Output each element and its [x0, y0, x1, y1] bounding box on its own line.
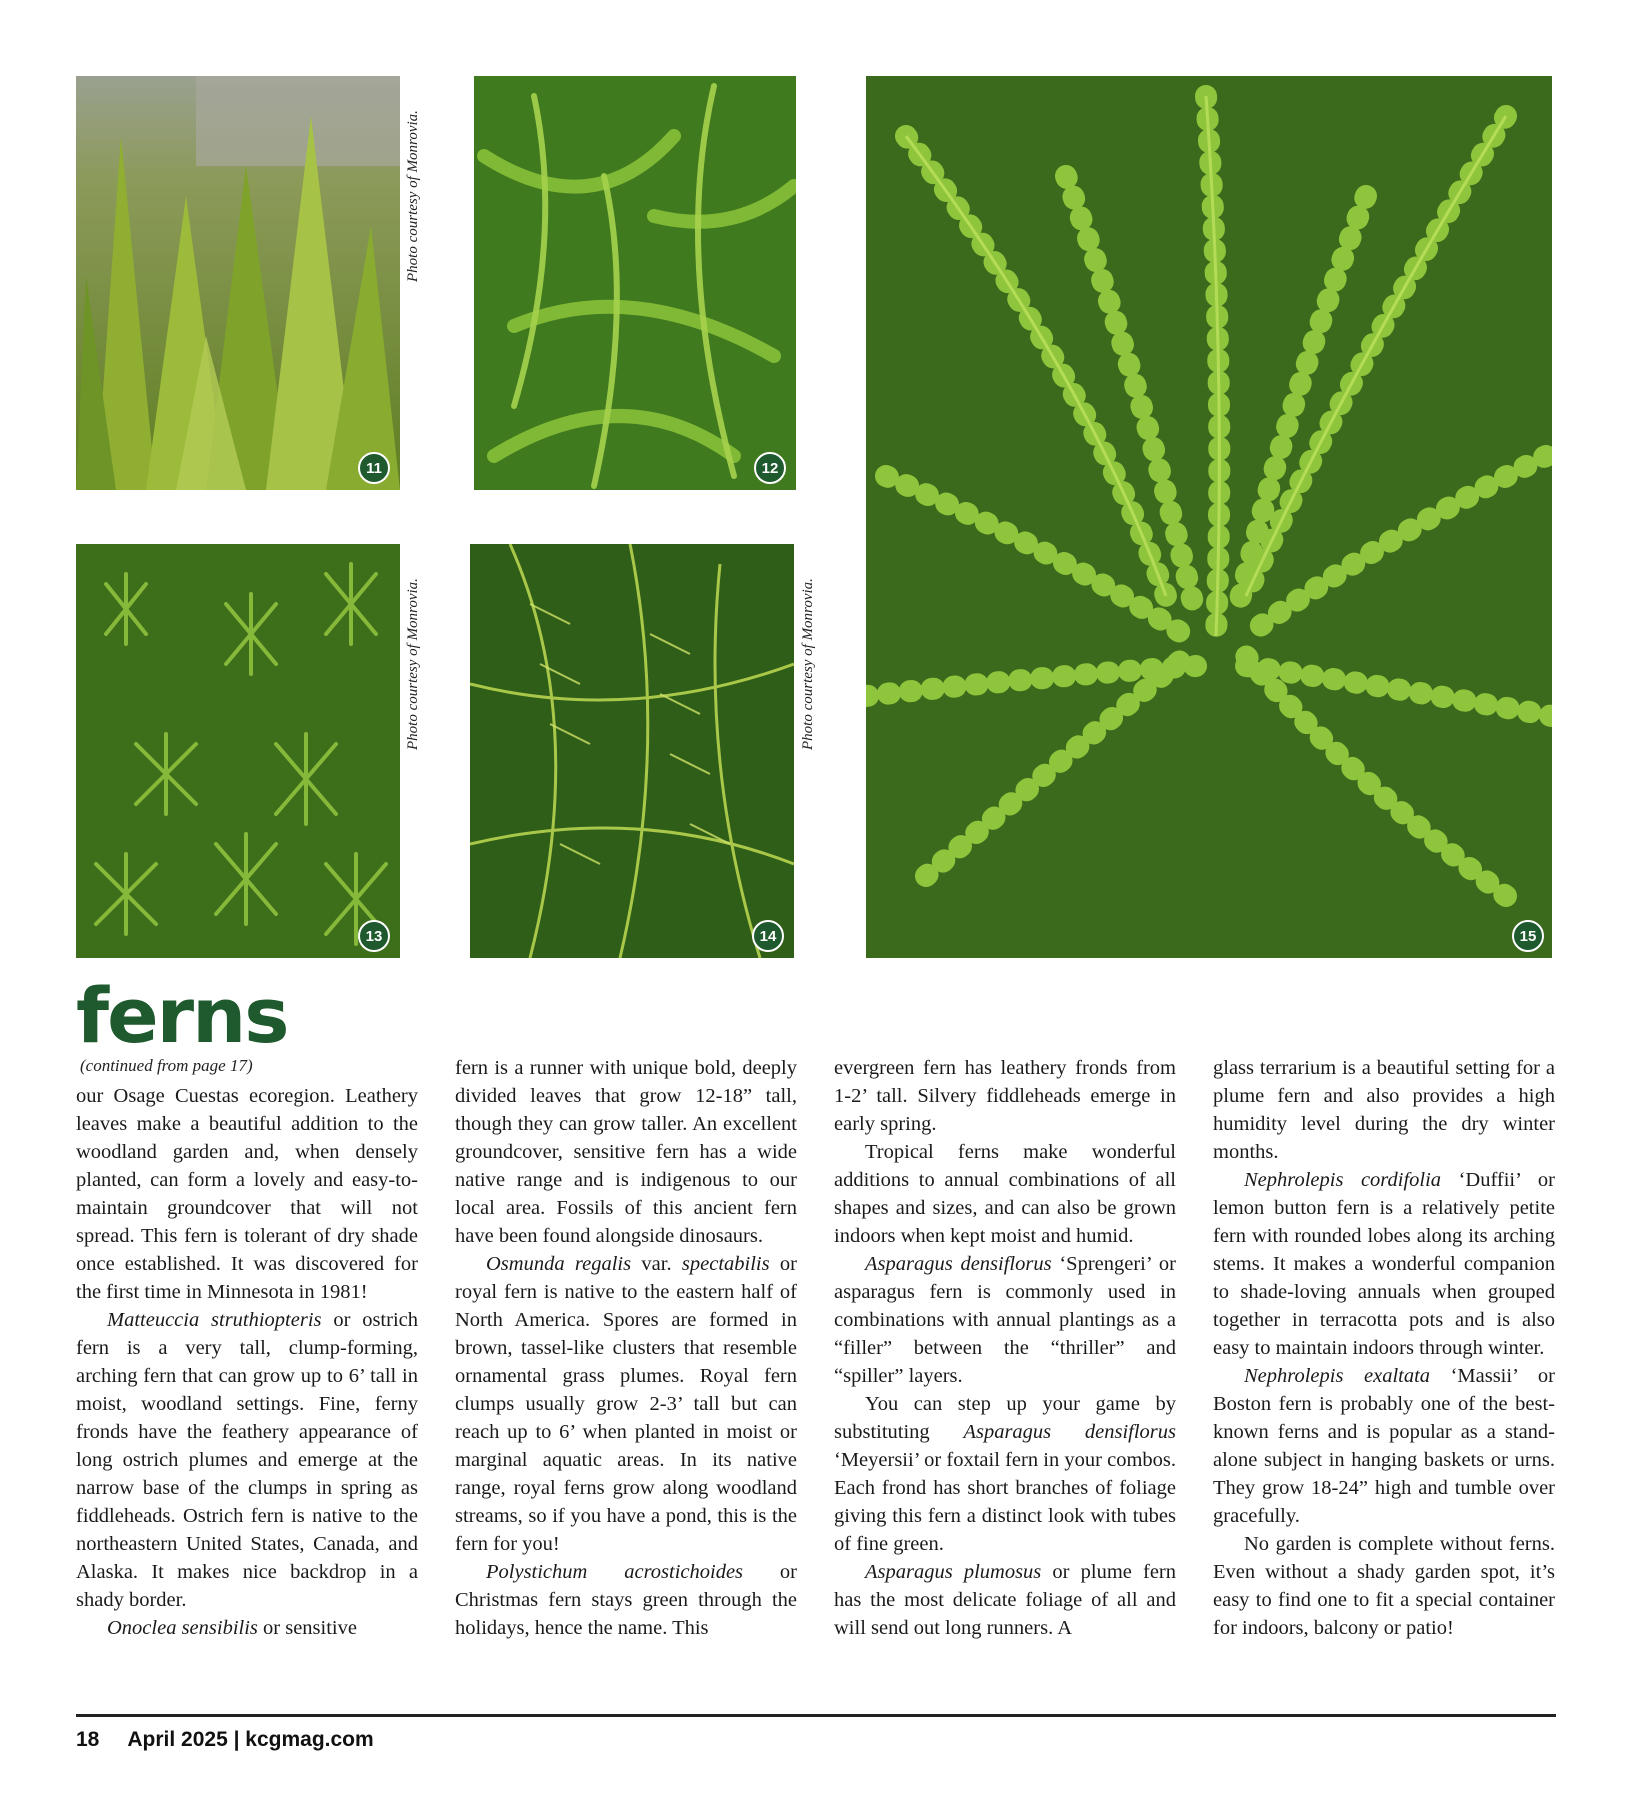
paragraph — [76, 1306, 418, 1614]
article-column-2 — [455, 1054, 797, 1642]
paragraph — [834, 1390, 1176, 1558]
fern-photo-image — [76, 76, 400, 490]
photo-14-plume-fern — [470, 544, 794, 958]
photo-11-foxtail-fern — [76, 76, 400, 490]
plant-name: Asparagus densiflorus — [963, 1421, 1177, 1443]
footer-issue-site: April 2025 | kcgmag.com — [127, 1728, 374, 1751]
paragraph-text: or sensitive — [257, 1617, 357, 1639]
photo-credit: Photo courtesy of Monrovia. — [405, 110, 421, 282]
page-footer — [76, 1728, 374, 1752]
paragraph-text: or plume fern has the most delicate foliage of all and will send out long runners. A — [834, 1561, 1176, 1639]
plant-name: Asparagus densiflorus — [865, 1253, 1052, 1275]
photo-15-lemon-button-fern — [866, 76, 1552, 958]
photo-number-badge: 13 — [358, 920, 390, 952]
photo-number-badge: 11 — [358, 452, 390, 484]
plant-name: Nephrolepis cordifolia — [1244, 1169, 1442, 1191]
paragraph-text: or royal fern is native to the eastern half of North America. Spores are formed in brown, tassel-like clusters that resemble ornamental grass plumes. Royal fern clumps usually grow 2-3’ tall but can reach up to 6’ when planted in moist or marginal aquatic areas. In its native range, royal ferns grow along woodland streams, so if you have a pond, this is the fern for you! — [455, 1253, 797, 1555]
photo-12-fern — [474, 76, 796, 490]
paragraph — [455, 1558, 797, 1642]
footer-divider — [76, 1714, 1556, 1717]
photo-number-badge: 14 — [752, 920, 784, 952]
continued-from-note: (continued from page 17) — [80, 1056, 253, 1075]
paragraph — [455, 1250, 797, 1558]
plant-name: Osmunda regalis — [486, 1253, 632, 1275]
paragraph-text: var. — [631, 1253, 682, 1275]
paragraph-text: ‘Meyersii’ or foxtail fern in your combos. Each frond has short branches of foliage giving this fern a distinct look with tubes of fine green. — [834, 1449, 1176, 1555]
photo-number-badge: 12 — [754, 452, 786, 484]
fern-photo-image — [474, 76, 796, 490]
paragraph-text: ‘Duffii’ or lemon button fern is a relatively petite fern with rounded lobes along its arching stems. It makes a wonderful companion to shade-loving annuals when grouped together in terracotta pots and is also easy to maintain indoors through winter. — [1213, 1169, 1555, 1359]
paragraph — [834, 1250, 1176, 1390]
article-column-1 — [76, 1082, 418, 1642]
paragraph — [76, 1614, 418, 1642]
plant-name: Nephrolepis exaltata — [1244, 1365, 1431, 1387]
paragraph-text: or Christmas fern stays green through the holidays, hence the name. This — [455, 1561, 797, 1639]
paragraph — [1213, 1362, 1555, 1530]
paragraph — [1213, 1166, 1555, 1362]
paragraph: fern is a runner with unique bold, deeply divided leaves that grow 12-18” tall, though they can grow taller. An excellent groundcover, sensitive fern has a wide native range and is indigenous to our local area. Fossils of this ancient fern have been found alongside dinosaurs. — [455, 1057, 797, 1247]
plant-name: Matteuccia struthiopteris — [107, 1309, 322, 1331]
paragraph-text: You can step up your game by substituting — [834, 1393, 1176, 1443]
plant-name: Polystichum acrostichoides — [486, 1561, 744, 1583]
paragraph: No garden is complete without ferns. Even without a shady garden spot, it’s easy to find one to fit a special container for indoors, balcony or patio! — [1213, 1533, 1555, 1639]
paragraph-text: ‘Sprengeri’ or asparagus fern is commonly used in combinations with annual plantings as a “filler” between the “thriller” and “spiller” layers. — [834, 1253, 1177, 1387]
paragraph: glass terrarium is a beautiful setting for a plume fern and also provides a high humidity level during the dry winter months. — [1213, 1057, 1555, 1163]
paragraph-text: or ostrich fern is a very tall, clump-forming, arching fern that can grow up to 6’ tall in moist, woodland settings. Fine, ferny fronds have the feathery appearance of long ostrich plumes and emerge at the narrow base of the clumps in spring as fiddleheads. Ostrich fern is native to the northeastern United States, Canada, and Alaska. It makes nice backdrop in a shady border. — [76, 1309, 419, 1611]
paragraph — [834, 1558, 1176, 1642]
paragraph-text: ‘Massii’ or Boston fern is probably one of the best-known ferns and is popular as a stand-alone subject in hanging baskets or urns. They grow 18-24” high and tumble over gracefully. — [1213, 1365, 1555, 1527]
fern-photo-image — [866, 76, 1552, 958]
plant-name: Asparagus plumosus — [865, 1561, 1042, 1583]
photo-credit: Photo courtesy of Monrovia. — [405, 578, 421, 750]
plant-name: Onoclea sensibilis — [107, 1617, 258, 1639]
photo-13-asparagus-fern — [76, 544, 400, 958]
plant-variety: spectabilis — [681, 1253, 770, 1275]
article-column-3 — [834, 1054, 1176, 1642]
fern-photo-image — [470, 544, 794, 958]
fern-photo-image — [76, 544, 400, 958]
paragraph: evergreen fern has leathery fronds from 1-2’ tall. Silvery fiddleheads emerge in early spring. — [834, 1057, 1176, 1135]
article-headline: ferns — [76, 971, 288, 1060]
paragraph: Tropical ferns make wonderful additions to annual combinations of all shapes and sizes, and can also be grown indoors when kept moist and humid. — [834, 1141, 1176, 1247]
article-column-4 — [1213, 1054, 1555, 1642]
paragraph: our Osage Cuestas ecoregion. Leathery leaves make a beautiful addition to the woodland garden and, when densely planted, can form a lovely and easy-to-maintain groundcover that will not spread. This fern is tolerant of dry shade once established. It was discovered for the first time in Minnesota in 1981! — [76, 1085, 418, 1303]
photo-number-badge: 15 — [1512, 920, 1544, 952]
page-number: 18 — [76, 1728, 100, 1751]
photo-credit: Photo courtesy of Monrovia. — [800, 578, 816, 750]
